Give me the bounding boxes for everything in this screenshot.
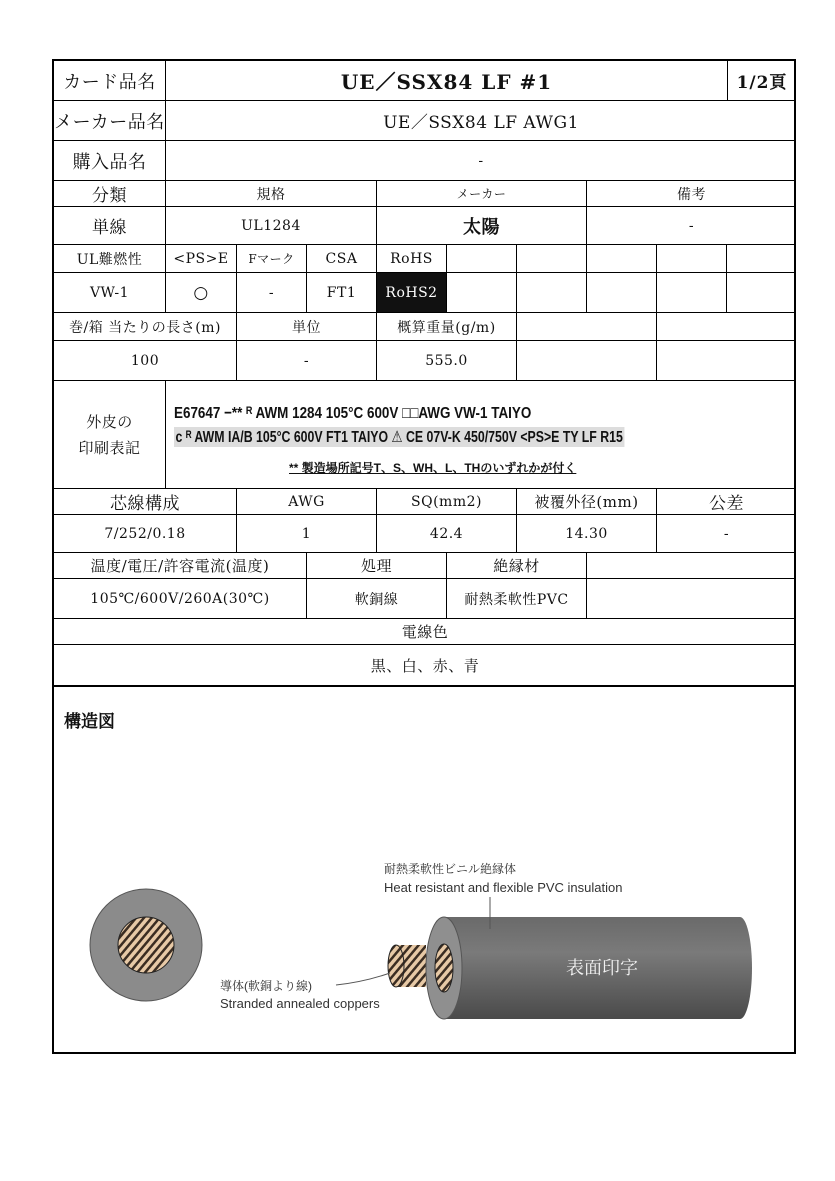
blank-cell — [657, 341, 796, 381]
f-mark-value: - — [237, 273, 307, 313]
wire-color-value: 黒、白、赤、青 — [54, 645, 796, 687]
surface-print-label: 表面印字 — [566, 958, 638, 978]
rating-header: 温度/電圧/許容電流(温度) — [54, 553, 307, 579]
standard-value: UL1284 — [166, 207, 377, 245]
remarks-value: - — [587, 207, 796, 245]
structure-title: 構造図 — [64, 712, 115, 732]
cable-structure-diagram — [54, 687, 796, 1053]
sq-header: SQ(mm2) — [377, 489, 517, 515]
card-name-label: カード品名 — [54, 61, 166, 101]
blank-cell — [517, 245, 587, 273]
spec-sheet — [52, 59, 796, 1054]
blank-cell — [657, 273, 727, 313]
insulation-label-en: Heat resistant and flexible PVC insulation — [384, 880, 623, 895]
cross-section — [90, 889, 202, 1001]
length-header: 巻/箱 当たりの長さ(m) — [54, 313, 237, 341]
marking-note: ** 製造場所記号T、S、WH、L、THのいずれかが付く — [289, 461, 577, 475]
ul-flame-header: UL難燃性 — [54, 245, 166, 273]
conductor-label-en: Stranded annealed coppers — [220, 996, 380, 1011]
unit-header: 単位 — [237, 313, 377, 341]
rohs-badge: RoHS2 — [377, 273, 447, 313]
blank-cell — [727, 245, 796, 273]
unit-value: - — [237, 341, 377, 381]
blank-cell — [657, 245, 727, 273]
weight-value: 555.0 — [377, 341, 517, 381]
marking-label — [54, 381, 166, 489]
outer-diameter-header: 被覆外径(mm) — [517, 489, 657, 515]
marking-text — [169, 383, 795, 489]
treatment-header: 処理 — [307, 553, 447, 579]
remarks-header: 備考 — [587, 181, 796, 207]
classification-value: 単線 — [54, 207, 166, 245]
core-construction-value: 7/252/0.18 — [54, 515, 237, 553]
blank-cell — [447, 245, 517, 273]
maker-name-value: UE／SSX84 LF AWG1 — [166, 101, 796, 141]
weight-header: 概算重量(g/m) — [377, 313, 517, 341]
insulation-header: 絶縁材 — [447, 553, 587, 579]
maker-value: 太陽 — [377, 207, 587, 245]
sq-value: 42.4 — [377, 515, 517, 553]
maker-name-label: メーカー品名 — [54, 101, 166, 141]
blank-cell — [517, 313, 657, 341]
purchase-name-value: - — [166, 141, 796, 181]
rating-value: 105℃/600V/260A(30℃) — [54, 579, 307, 619]
card-name-value: UE／SSX84 LF #1 — [166, 61, 728, 101]
blank-cell — [587, 553, 796, 579]
conductor-label-jp: 導体(軟銅より線) — [220, 979, 312, 993]
marking-line-1: E67647 −** ᴿ AWM 1284 105°C 600V □□AWG VW-1 TAIYO — [174, 405, 532, 422]
wire-color-label: 電線色 — [54, 619, 796, 645]
rohs-header: RoHS — [377, 245, 447, 273]
insulation-value: 耐熱柔軟性PVC — [447, 579, 587, 619]
core-construction-header: 芯線構成 — [54, 489, 237, 515]
blank-cell — [517, 341, 657, 381]
maker-header: メーカー — [377, 181, 587, 207]
csa-header: CSA — [307, 245, 377, 273]
page-number: 1/2頁 — [728, 61, 796, 101]
ps-e-value: ○ — [166, 273, 237, 313]
ps-e-header: <PS>E — [166, 245, 237, 273]
blank-cell — [587, 273, 657, 313]
marking-label-line1: 外皮の — [86, 412, 133, 431]
blank-cell — [517, 273, 587, 313]
tolerance-value: - — [657, 515, 796, 553]
treatment-value: 軟銅線 — [307, 579, 447, 619]
blank-cell — [447, 273, 517, 313]
awg-value: 1 — [237, 515, 377, 553]
classification-header: 分類 — [54, 181, 166, 207]
marking-line-2: c ᴿ AWM IA/B 105°C 600V FT1 TAIYO ⚠ CE 07V-K 450/750V <PS>E TY LF R15 — [175, 429, 623, 446]
blank-cell — [587, 245, 657, 273]
ul-flame-value: VW-1 — [54, 273, 166, 313]
outer-diameter-value: 14.30 — [517, 515, 657, 553]
blank-cell — [587, 579, 796, 619]
insulation-label-jp: 耐熱柔軟性ビニル絶縁体 — [384, 862, 517, 876]
marking-label-line2: 印刷表記 — [78, 438, 141, 457]
purchase-name-label: 購入品名 — [54, 141, 166, 181]
blank-cell — [657, 313, 796, 341]
standard-header: 規格 — [166, 181, 377, 207]
blank-cell — [727, 273, 796, 313]
length-value: 100 — [54, 341, 237, 381]
conductor-leader — [336, 973, 390, 985]
awg-header: AWG — [237, 489, 377, 515]
f-mark-header: Fマーク — [237, 245, 307, 273]
tolerance-header: 公差 — [657, 489, 796, 515]
csa-value: FT1 — [307, 273, 377, 313]
